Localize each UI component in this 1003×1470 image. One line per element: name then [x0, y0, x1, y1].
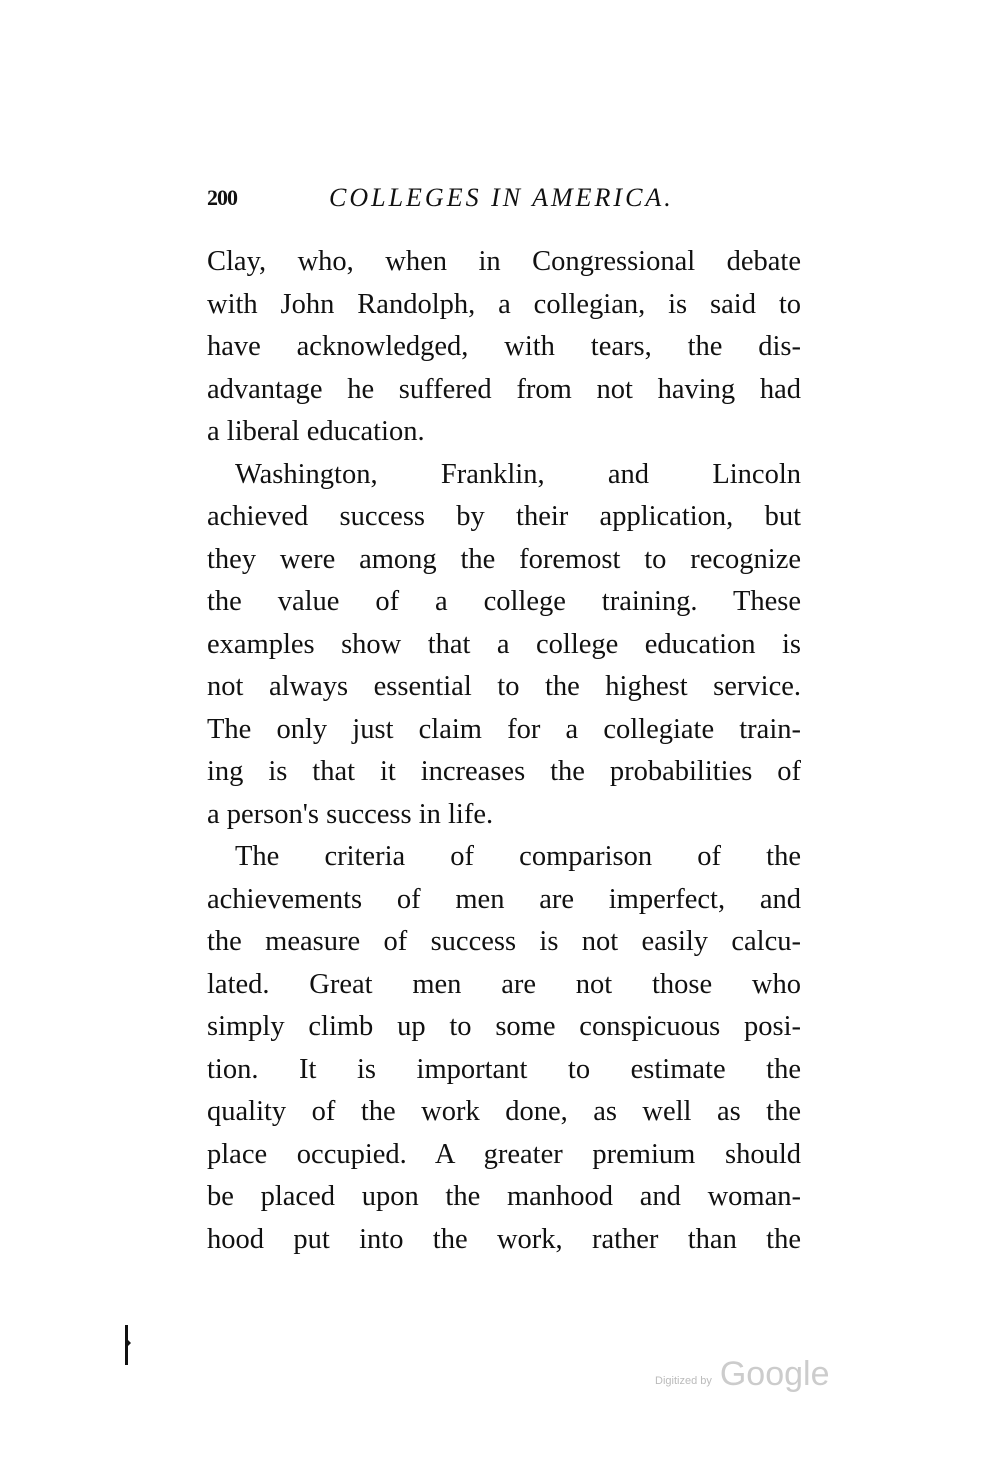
google-logo: Google — [719, 1355, 830, 1393]
google-watermark — [655, 1355, 830, 1394]
text-line: with John Randolph, a collegian, is said to — [207, 288, 801, 320]
text-line: have acknowledged, with tears, the dis- — [207, 331, 801, 362]
page-number: 200 — [207, 185, 237, 210]
running-title: COLLEGES IN AMERICA. — [329, 183, 674, 212]
watermark-prefix: Digitized by — [655, 1375, 712, 1388]
scan-margin-mark — [125, 1325, 128, 1365]
text-line: be placed upon the manhood and woman- — [207, 1181, 801, 1212]
text-line: examples show that a college education is — [207, 628, 801, 660]
text-line: a person's success in life. — [207, 798, 494, 830]
text-line: the value of a college training. These — [207, 586, 801, 617]
text-line: Clay, who, when in Congressional debate — [207, 246, 801, 277]
text-line: achieved success by their application, but — [207, 501, 801, 532]
text-line: lated. Great men are not those who — [207, 968, 801, 1000]
text-line: the measure of success is not easily calcu- — [207, 926, 801, 957]
text-line: advantage he suffered from not having had — [207, 373, 801, 405]
text-line: achievements of men are imperfect, and — [207, 883, 801, 915]
text-line: quality of the work done, as well as the — [207, 1096, 801, 1127]
text-line: Washington, Franklin, and Lincoln — [235, 458, 801, 490]
text-line: place occupied. A greater premium should — [207, 1138, 801, 1170]
text-line: not always essential to the highest service. — [207, 671, 801, 702]
text-line: tion. It is important to estimate the — [207, 1053, 801, 1085]
text-line: a liberal education. — [207, 416, 425, 447]
text-line: simply climb up to some conspicuous posi- — [207, 1011, 801, 1042]
text-line: The criteria of comparison of the — [235, 841, 801, 872]
body-text — [207, 241, 801, 1261]
text-line: ing is that it increases the probabilities of — [207, 756, 801, 787]
text-line: hood put into the work, rather than the — [207, 1223, 801, 1255]
text-line: The only just claim for a collegiate train- — [207, 713, 801, 745]
text-line: they were among the foremost to recognize — [207, 543, 801, 575]
